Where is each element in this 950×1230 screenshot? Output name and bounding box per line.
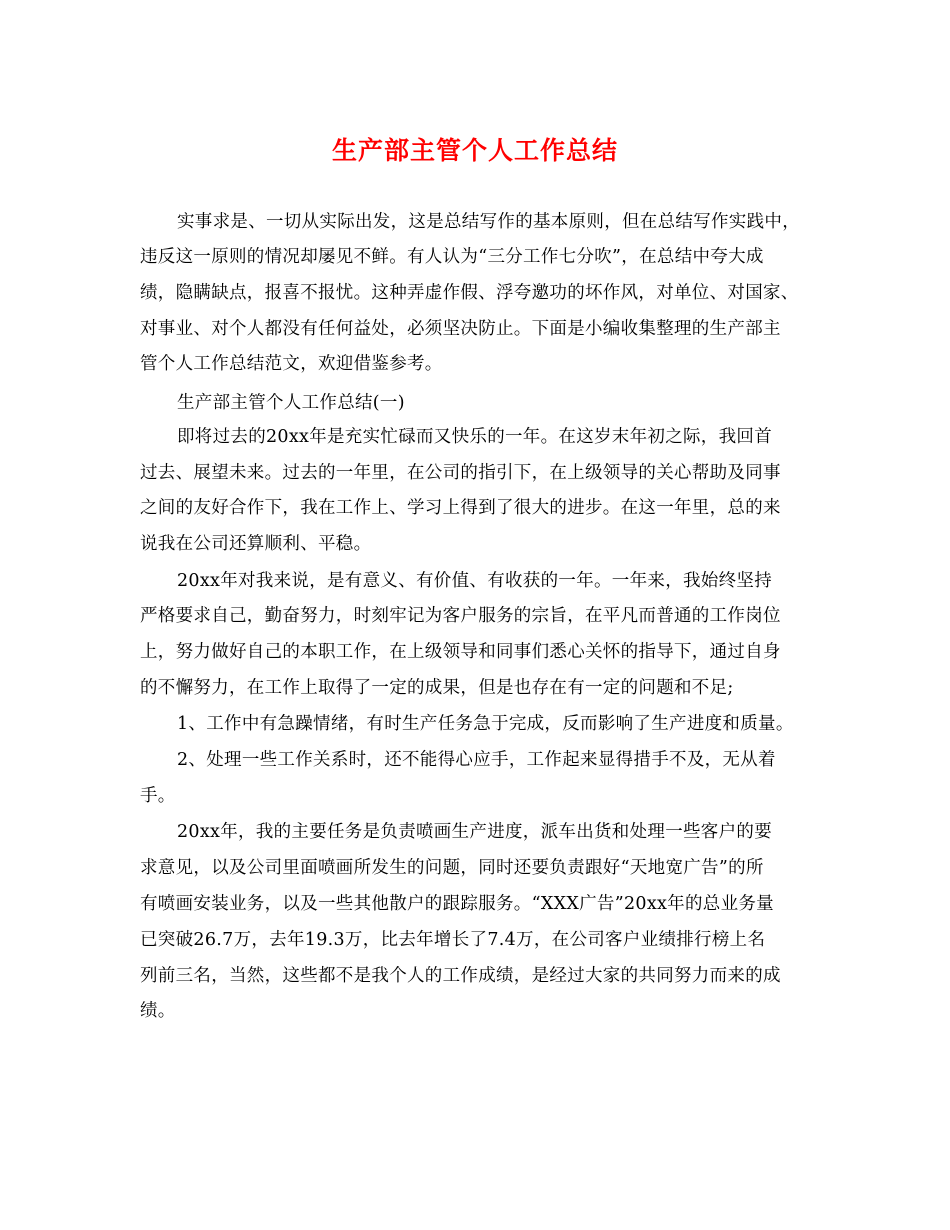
body-line: 违反这一原则的情况却屡见不鲜。有人认为“三分工作七分吹”，在总结中夸大成 [140, 247, 764, 267]
body-line: 列前三名，当然，这些都不是我个人的工作成绩，是经过大家的共同努力而来的成 [140, 966, 781, 986]
section-heading: 生产部主管个人工作总结(一) [177, 393, 405, 413]
body-line: 的不懈努力，在工作上取得了一定的成果，但是也存在有一定的问题和不足; [140, 678, 734, 698]
body-line: 绩。 [140, 1001, 176, 1021]
body-line: 之间的友好合作下，我在工作上、学习上得到了很大的进步。在这一年里，总的来 [140, 498, 781, 518]
body-line: 手。 [140, 786, 176, 806]
body-line: 绩，隐瞒缺点，报喜不报忧。这种弄虚作假、浮夸邀功的坏作风，对单位、对国家、 [140, 283, 799, 303]
body-line: 求意见，以及公司里面喷画所发生的问题，同时还要负责跟好“天地宽广告”的所 [140, 858, 764, 878]
body-line: 实事求是、一切从实际出发，这是总结写作的基本原则，但在总结写作实践中， [177, 212, 800, 232]
document-title: 生产部主管个人工作总结 [331, 136, 618, 165]
body-line: 即将过去的20xx年是充实忙碌而又快乐的一年。在这岁末年初之际，我回首 [177, 427, 773, 447]
list-item: 2、处理一些工作关系时，还不能得心应手，工作起来显得措手不及，无从着 [177, 750, 776, 770]
body-line: 20xx年对我来说，是有意义、有价值、有收获的一年。一年来，我始终坚持 [177, 571, 773, 591]
list-item: 1、工作中有急躁情绪，有时生产任务急于完成，反而影响了生产进度和质量。 [177, 714, 794, 734]
body-line: 上，努力做好自己的本职工作，在上级领导和同事们悉心关怀的指导下，通过自身 [140, 642, 781, 662]
body-line: 20xx年，我的主要任务是负责喷画生产进度，派车出货和处理一些客户的要 [177, 822, 773, 842]
body-line: 说我在公司还算顺利、平稳。 [140, 534, 372, 554]
body-line: 过去、展望未来。过去的一年里，在公司的指引下，在上级领导的关心帮助及同事 [140, 463, 781, 483]
body-line: 对事业、对个人都没有任何益处，必须坚决防止。下面是小编收集整理的生产部主 [140, 319, 781, 339]
body-line: 管个人工作总结范文，欢迎借鉴参考。 [140, 354, 443, 374]
body-line: 有喷画安装业务，以及一些其他散户的跟踪服务。“XXX广告”20xx年的总业务量 [140, 894, 774, 914]
body-line: 严格要求自己，勤奋努力，时刻牢记为客户服务的宗旨，在平凡而普通的工作岗位 [140, 606, 781, 626]
body-line: 已突破26.7万，去年19.3万，比去年增长了7.4万，在公司客户业绩排行榜上名 [140, 930, 766, 950]
